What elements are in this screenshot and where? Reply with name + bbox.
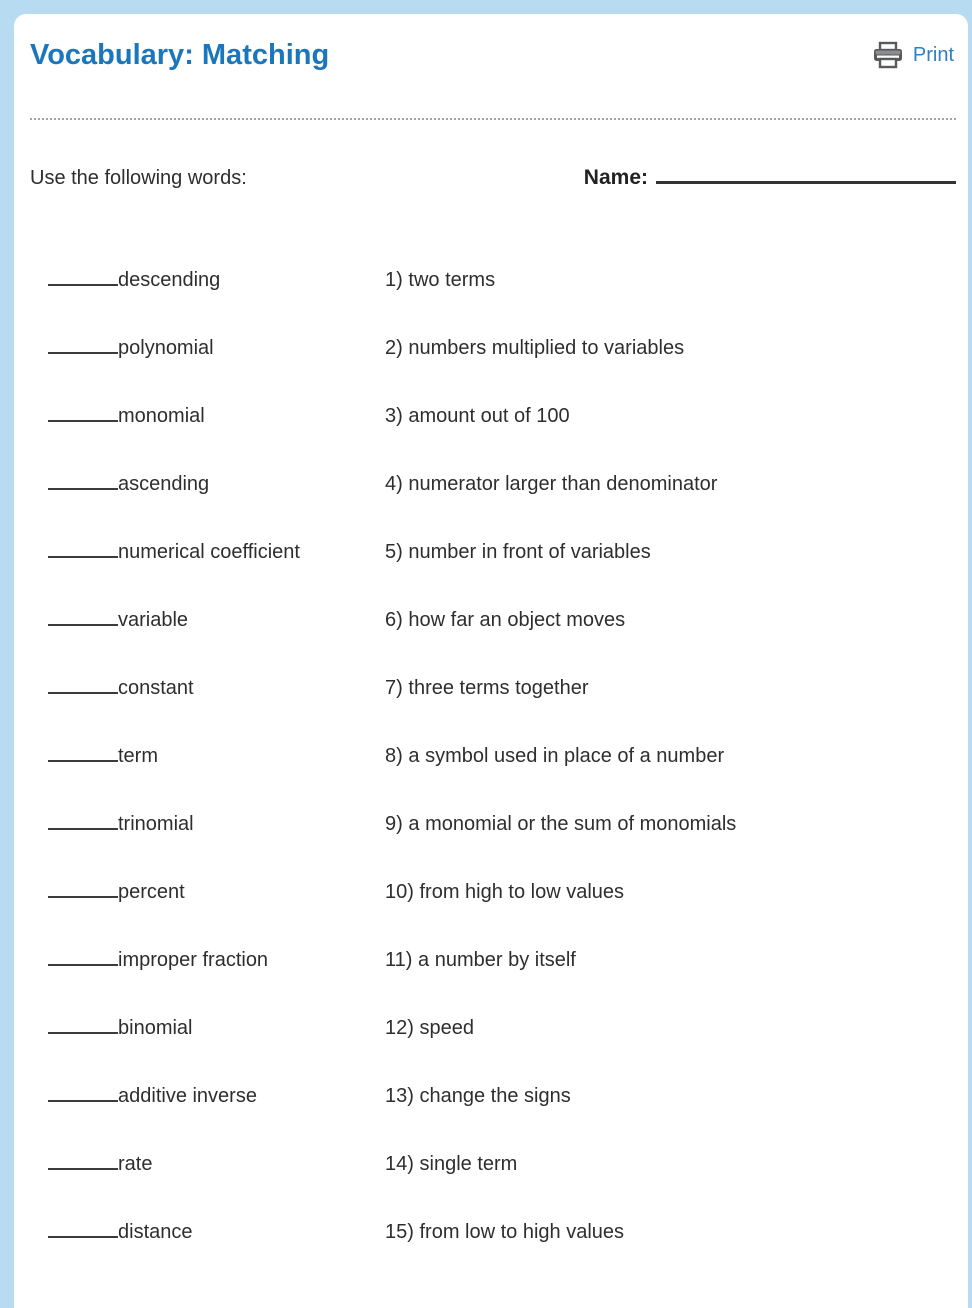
answer-blank [48,284,118,286]
matching-row [30,450,956,518]
word-label: descending [118,268,221,291]
answer-blank [48,1236,118,1238]
word-cell [48,949,385,972]
worksheet-card [14,14,968,1308]
definition-number: 4) [385,472,403,495]
definition-cell [385,473,956,496]
definition-text: three terms together [408,676,589,699]
answer-blank [48,896,118,898]
definition-text: numbers multiplied to variables [408,336,685,359]
definition-cell [385,1221,956,1244]
word-cell [48,1153,385,1176]
answer-blank [48,1168,118,1170]
definition-text: two terms [408,268,496,291]
matching-row [30,654,956,722]
header [30,38,956,72]
definition-cell [385,949,956,972]
definition-text: a number by itself [418,948,576,971]
matching-row [30,926,956,994]
word-cell [48,1085,385,1108]
name-blank-line [656,181,956,184]
definition-text: numerator larger than denominator [408,472,718,495]
definition-number: 15) [385,1220,414,1243]
page-title: Vocabulary: Matching [30,39,330,71]
definition-cell [385,1085,956,1108]
answer-blank [48,352,118,354]
word-label: ascending [118,472,210,495]
matching-row [30,314,956,382]
definition-number: 11) [385,948,413,971]
word-cell [48,473,385,496]
word-label: distance [118,1220,193,1243]
definition-number: 7) [385,676,403,699]
word-label: additive inverse [118,1084,257,1107]
word-cell [48,813,385,836]
answer-blank [48,964,118,966]
word-cell [48,745,385,768]
word-cell [48,881,385,904]
definition-number: 3) [385,404,403,427]
definition-text: a symbol used in place of a number [408,744,725,767]
definition-text: number in front of variables [408,540,651,563]
word-label: variable [118,608,189,631]
definition-text: from high to low values [419,880,625,903]
name-field [584,166,956,190]
definition-cell [385,1017,956,1040]
definition-cell [385,881,956,904]
word-cell [48,541,385,564]
definition-cell [385,677,956,700]
word-label: term [118,744,158,767]
matching-row [30,586,956,654]
meta-row [30,166,956,190]
print-button[interactable] [872,41,956,69]
definition-cell [385,405,956,428]
answer-blank [48,1032,118,1034]
word-label: numerical coefficient [118,540,300,563]
dotted-divider [30,118,956,120]
word-label: polynomial [118,336,214,359]
word-label: rate [118,1152,153,1175]
definition-number: 2) [385,336,403,359]
matching-row [30,246,956,314]
definition-number: 14) [385,1152,414,1175]
word-cell [48,677,385,700]
matching-row [30,1198,956,1266]
answer-blank [48,828,118,830]
word-label: constant [118,676,194,699]
word-cell [48,405,385,428]
answer-blank [48,1100,118,1102]
word-label: percent [118,880,185,903]
definition-number: 5) [385,540,403,563]
answer-blank [48,420,118,422]
definition-text: how far an object moves [408,608,626,631]
definition-number: 10) [385,880,414,903]
word-cell [48,1221,385,1244]
definition-cell [385,541,956,564]
definition-text: speed [419,1016,474,1039]
definition-number: 6) [385,608,403,631]
matching-row [30,994,956,1062]
word-label: improper fraction [118,948,269,971]
word-label: trinomial [118,812,194,835]
word-cell [48,269,385,292]
definition-cell [385,813,956,836]
word-label: monomial [118,404,205,427]
answer-blank [48,760,118,762]
printer-icon [872,41,904,69]
definition-cell [385,609,956,632]
word-cell [48,337,385,360]
matching-row [30,1062,956,1130]
word-cell [48,1017,385,1040]
instructions-label: Use the following words: [30,167,247,189]
matching-row [30,722,956,790]
definition-text: change the signs [419,1084,571,1107]
matching-row [30,858,956,926]
definition-text: a monomial or the sum of monomials [408,812,737,835]
matching-row [30,518,956,586]
matching-row [30,790,956,858]
answer-blank [48,692,118,694]
definition-text: from low to high values [419,1220,625,1243]
print-label: Print [912,43,954,66]
definition-cell [385,269,956,292]
word-cell [48,609,385,632]
definition-cell [385,337,956,360]
definition-text: single term [419,1152,518,1175]
answer-blank [48,488,118,490]
word-label: binomial [118,1016,193,1039]
definition-cell [385,745,956,768]
matching-list [30,246,956,1266]
definition-number: 8) [385,744,403,767]
definition-number: 1) [385,268,403,291]
answer-blank [48,556,118,558]
matching-row [30,1130,956,1198]
matching-row [30,382,956,450]
definition-text: amount out of 100 [408,404,570,427]
definition-number: 13) [385,1084,414,1107]
definition-number: 9) [385,812,403,835]
definition-number: 12) [385,1016,414,1039]
name-label: Name: [583,166,648,189]
answer-blank [48,624,118,626]
definition-cell [385,1153,956,1176]
